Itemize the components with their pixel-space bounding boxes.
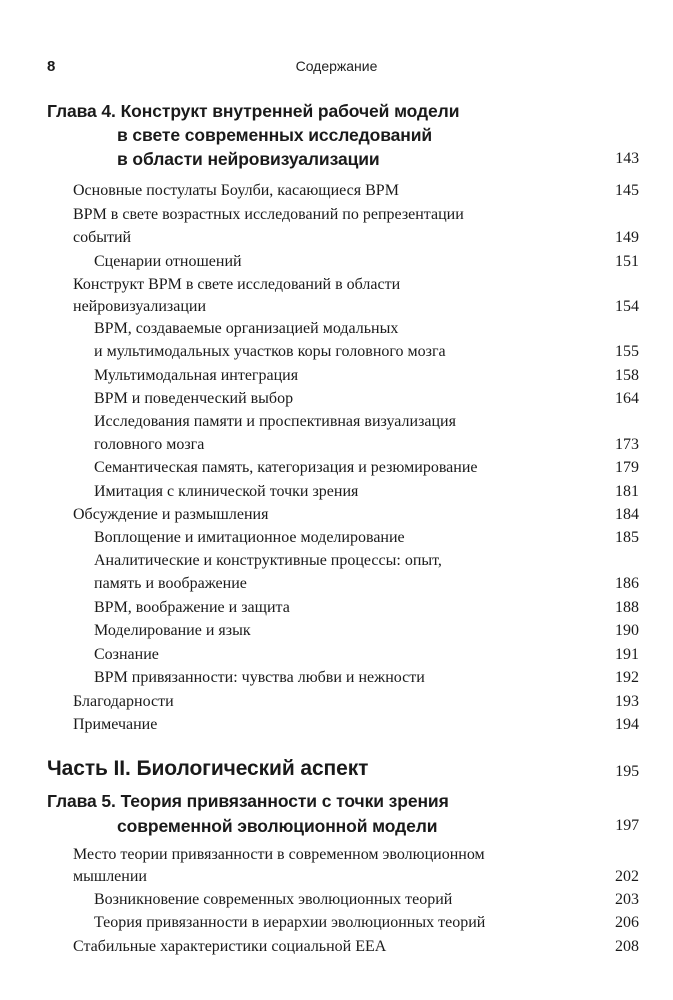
toc-entry: [47, 457, 639, 479]
chapter-4-title-line-2: [47, 124, 639, 146]
toc-entry: [47, 691, 639, 713]
entry-text: нейровизуализации: [73, 298, 207, 315]
entry-text: Имитация с клинической точки зрения: [94, 483, 359, 500]
toc-entry-continued: [47, 341, 639, 363]
toc-entry: [47, 388, 639, 410]
page-ref: 193: [615, 693, 639, 710]
entry-text: головного мозга: [94, 436, 205, 453]
page-ref: 164: [615, 390, 639, 407]
toc-entry: [47, 180, 639, 202]
entry-text: Конструкт ВРМ в свете исследований в области: [73, 276, 401, 293]
page-ref: 158: [615, 367, 639, 384]
toc-entry: [47, 844, 639, 866]
page-number: 8: [47, 58, 56, 75]
toc-entry: [47, 912, 639, 934]
page-ref: 173: [615, 436, 639, 453]
toc-entry: [47, 550, 639, 572]
chapter-5-page: 197: [615, 817, 639, 834]
entry-text: память и воображение: [94, 575, 247, 592]
entry-text: Глава 5. Теория привязанности с точки зрения: [47, 791, 449, 811]
toc-entry-continued: [47, 227, 639, 249]
page-ref: 181: [615, 483, 639, 500]
entry-text: Стабильные характеристики социальной EEA: [73, 938, 387, 955]
toc-entry: [47, 714, 639, 736]
page-ref: 185: [615, 529, 639, 546]
entry-text: Аналитические и конструктивные процессы: опыт,: [94, 552, 442, 569]
entry-text: ВРМ привязанности: чувства любви и нежности: [94, 669, 425, 686]
entry-text: Место теории привязанности в современном эволюционном: [73, 846, 485, 863]
entry-text: Семантическая память, категоризация и резюмирование: [94, 459, 478, 476]
toc-entry: [47, 936, 639, 958]
chapter-4-title-line-3: [47, 148, 639, 170]
entry-text: Возникновение современных эволюционных теорий: [94, 891, 453, 908]
entry-text: современной эволюционной модели: [117, 816, 438, 836]
toc-entry: [47, 365, 639, 387]
toc-entry: [47, 527, 639, 549]
chapter-5-title-line-1: [47, 790, 639, 812]
page-ref: 145: [615, 182, 639, 199]
part-2-page: 195: [615, 763, 639, 780]
entry-text: ВРМ в свете возрастных исследований по репрезентации: [73, 206, 464, 223]
page-ref: 179: [615, 459, 639, 476]
toc-entry-continued: [47, 296, 639, 318]
entry-text: Часть II. Биологический аспект: [47, 757, 369, 780]
page-header: [47, 58, 626, 80]
page-ref: 206: [615, 914, 639, 931]
entry-text: Обсуждение и размышления: [73, 506, 269, 523]
page-ref: 186: [615, 575, 639, 592]
entry-text: в области нейровизуализации: [117, 149, 380, 169]
page-ref: 155: [615, 343, 639, 360]
chapter-4-page: 143: [615, 150, 639, 167]
page-ref: 192: [615, 669, 639, 686]
entry-text: Теория привязанности в иерархии эволюционных теорий: [94, 914, 486, 931]
toc-entry-continued: [47, 434, 639, 456]
entry-text: ВРМ, воображение и защита: [94, 599, 290, 616]
entry-text: ВРМ, создаваемые организацией модальных: [94, 320, 399, 337]
entry-text: Сознание: [94, 646, 159, 663]
page-ref: 184: [615, 506, 639, 523]
toc-entry: [47, 204, 639, 226]
page-ref: 154: [615, 298, 639, 315]
entry-text: Сценарии отношений: [94, 253, 242, 270]
chapter-5-title-line-2: [47, 815, 639, 837]
page-ref: 208: [615, 938, 639, 955]
entry-text: мышлении: [73, 868, 147, 885]
entry-text: Основные постулаты Боулби, касающиеся ВРМ: [73, 182, 399, 199]
page-ref: 191: [615, 646, 639, 663]
toc-entry: [47, 667, 639, 689]
toc-entry: [47, 504, 639, 526]
entry-text: Моделирование и язык: [94, 622, 251, 639]
page-ref: 190: [615, 622, 639, 639]
page-ref: 203: [615, 891, 639, 908]
running-title: Содержание: [295, 58, 378, 74]
entry-text: в свете современных исследований: [117, 125, 433, 145]
entry-text: Воплощение и имитационное моделирование: [94, 529, 405, 546]
chapter-4-title-line-1: [47, 100, 639, 122]
page-ref: 194: [615, 716, 639, 733]
toc-entry: [47, 597, 639, 619]
toc-entry: [47, 889, 639, 911]
toc-entry: [47, 274, 639, 296]
toc-entry-continued: [47, 866, 639, 888]
toc-entry: [47, 644, 639, 666]
entry-text: Исследования памяти и проспективная визуализация: [94, 413, 456, 430]
entry-text: событий: [73, 229, 132, 246]
toc-entry: [47, 481, 639, 503]
toc-entry: [47, 620, 639, 642]
entry-text: Примечание: [73, 716, 158, 733]
page-ref: 149: [615, 229, 639, 246]
toc-entry: [47, 411, 639, 433]
page-ref: 151: [615, 253, 639, 270]
toc-entry: [47, 251, 639, 273]
entry-text: и мультимодальных участков коры головного мозга: [94, 343, 446, 360]
part-2-title: [47, 756, 639, 782]
entry-text: Мультимодальная интеграция: [94, 367, 299, 384]
toc-entry: [47, 318, 639, 340]
entry-text: Глава 4. Конструкт внутренней рабочей модели: [47, 101, 460, 121]
entry-text: Благодарности: [73, 693, 174, 710]
entry-text: ВРМ и поведенческий выбор: [94, 390, 294, 407]
page-ref: 188: [615, 599, 639, 616]
toc-entry-continued: [47, 573, 639, 595]
page-ref: 202: [615, 868, 639, 885]
